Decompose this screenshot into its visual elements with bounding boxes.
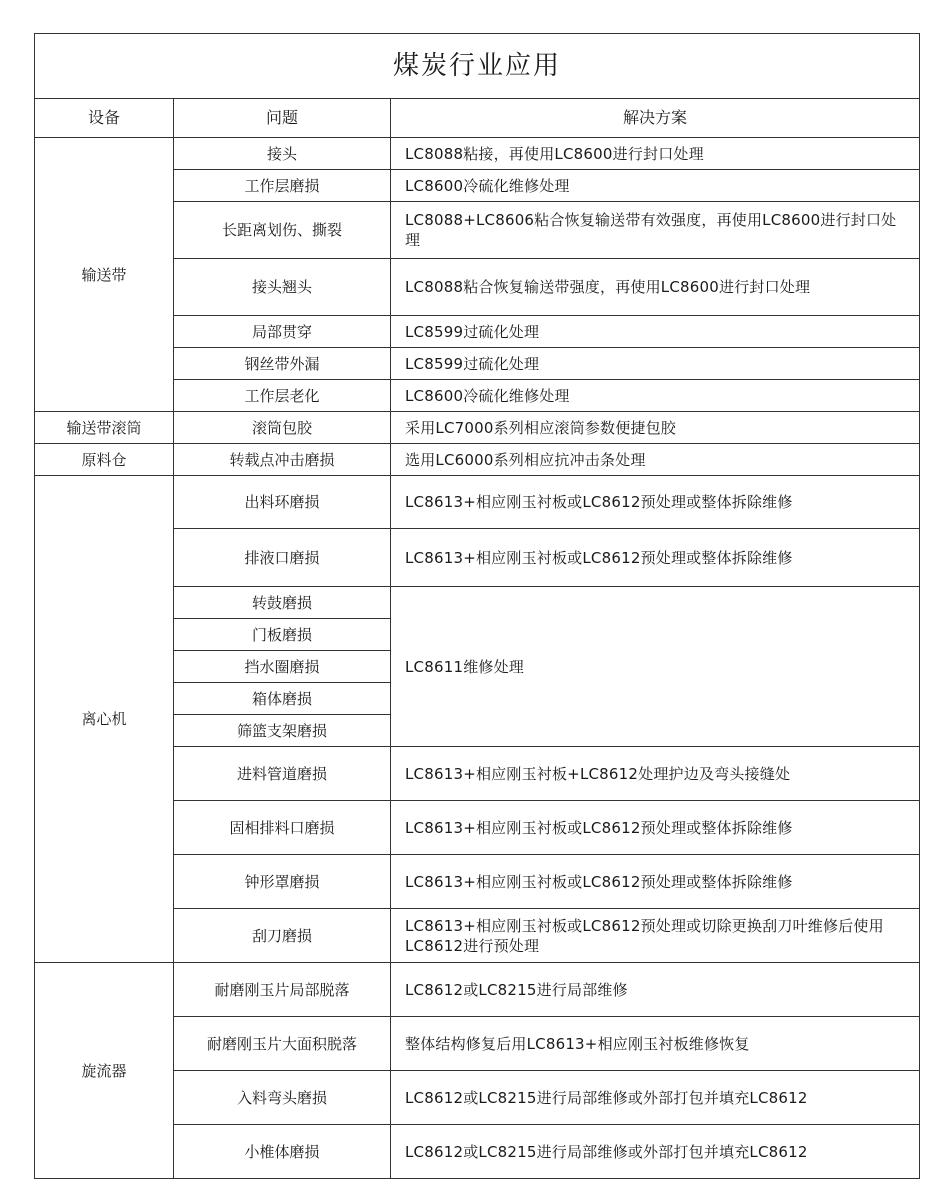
problem-cell: 长距离划伤、撕裂 xyxy=(174,202,391,259)
problem-cell: 刮刀磨损 xyxy=(174,909,391,963)
solution-cell: LC8088粘合恢复输送带强度，再使用LC8600进行封口处理 xyxy=(391,259,920,316)
problem-cell: 钟形罩磨损 xyxy=(174,855,391,909)
header-solution: 解决方案 xyxy=(391,99,920,138)
solution-cell: LC8613+相应刚玉衬板或LC8612预处理或整体拆除维修 xyxy=(391,855,920,909)
solution-cell: LC8088+LC8606粘合恢复输送带有效强度，再使用LC8600进行封口处理 xyxy=(391,202,920,259)
solution-cell: 采用LC7000系列相应滚筒参数便捷包胶 xyxy=(391,412,920,444)
table-row xyxy=(35,963,920,1017)
solution-cell: LC8613+相应刚玉衬板或LC8612预处理或整体拆除维修 xyxy=(391,801,920,855)
problem-cell: 转载点冲击磨损 xyxy=(174,444,391,476)
header-row xyxy=(35,99,920,138)
equipment-cell: 旋流器 xyxy=(35,963,174,1179)
problem-cell: 接头翘头 xyxy=(174,259,391,316)
equipment-cell: 离心机 xyxy=(35,476,174,963)
equipment-cell: 原料仓 xyxy=(35,444,174,476)
problem-cell: 箱体磨损 xyxy=(174,683,391,715)
problem-cell: 接头 xyxy=(174,138,391,170)
problem-cell: 出料环磨损 xyxy=(174,476,391,529)
solution-cell: 选用LC6000系列相应抗冲击条处理 xyxy=(391,444,920,476)
table-row xyxy=(35,412,920,444)
problem-cell: 局部贯穿 xyxy=(174,316,391,348)
table-row xyxy=(35,444,920,476)
problem-cell: 小椎体磨损 xyxy=(174,1125,391,1179)
equipment-cell: 输送带 xyxy=(35,138,174,412)
problem-cell: 工作层磨损 xyxy=(174,170,391,202)
solution-cell: LC8613+相应刚玉衬板+LC8612处理护边及弯头接缝处 xyxy=(391,747,920,801)
solution-cell: 整体结构修复后用LC8613+相应刚玉衬板维修恢复 xyxy=(391,1017,920,1071)
solution-cell: LC8600冷硫化维修处理 xyxy=(391,170,920,202)
solution-cell: LC8599过硫化处理 xyxy=(391,348,920,380)
table-row xyxy=(35,476,920,529)
problem-cell: 固相排料口磨损 xyxy=(174,801,391,855)
solution-cell: LC8613+相应刚玉衬板或LC8612预处理或切除更换刮刀叶维修后使用LC8612进行预处理 xyxy=(391,909,920,963)
problem-cell: 门板磨损 xyxy=(174,619,391,651)
problem-cell: 耐磨刚玉片大面积脱落 xyxy=(174,1017,391,1071)
equipment-cell: 输送带滚筒 xyxy=(35,412,174,444)
problem-cell: 进料管道磨损 xyxy=(174,747,391,801)
coal-industry-table-sheet xyxy=(34,33,919,1179)
solution-cell: LC8612或LC8215进行局部维修或外部打包并填充LC8612 xyxy=(391,1071,920,1125)
problem-cell: 钢丝带外漏 xyxy=(174,348,391,380)
application-table xyxy=(34,33,920,1179)
problem-cell: 转鼓磨损 xyxy=(174,587,391,619)
problem-cell: 工作层老化 xyxy=(174,380,391,412)
problem-cell: 排液口磨损 xyxy=(174,529,391,587)
solution-cell: LC8613+相应刚玉衬板或LC8612预处理或整体拆除维修 xyxy=(391,476,920,529)
problem-cell: 挡水圈磨损 xyxy=(174,651,391,683)
header-equipment: 设备 xyxy=(35,99,174,138)
title-row xyxy=(35,34,920,99)
page-title: 煤炭行业应用 xyxy=(35,34,920,99)
problem-cell: 滚筒包胶 xyxy=(174,412,391,444)
problem-cell: 筛篮支架磨损 xyxy=(174,715,391,747)
solution-cell: LC8088粘接，再使用LC8600进行封口处理 xyxy=(391,138,920,170)
solution-cell: LC8613+相应刚玉衬板或LC8612预处理或整体拆除维修 xyxy=(391,529,920,587)
header-problem: 问题 xyxy=(174,99,391,138)
solution-cell: LC8611维修处理 xyxy=(391,587,920,747)
solution-cell: LC8599过硫化处理 xyxy=(391,316,920,348)
table-row xyxy=(35,138,920,170)
solution-cell: LC8600冷硫化维修处理 xyxy=(391,380,920,412)
solution-cell: LC8612或LC8215进行局部维修或外部打包并填充LC8612 xyxy=(391,1125,920,1179)
solution-cell: LC8612或LC8215进行局部维修 xyxy=(391,963,920,1017)
problem-cell: 入料弯头磨损 xyxy=(174,1071,391,1125)
problem-cell: 耐磨刚玉片局部脱落 xyxy=(174,963,391,1017)
